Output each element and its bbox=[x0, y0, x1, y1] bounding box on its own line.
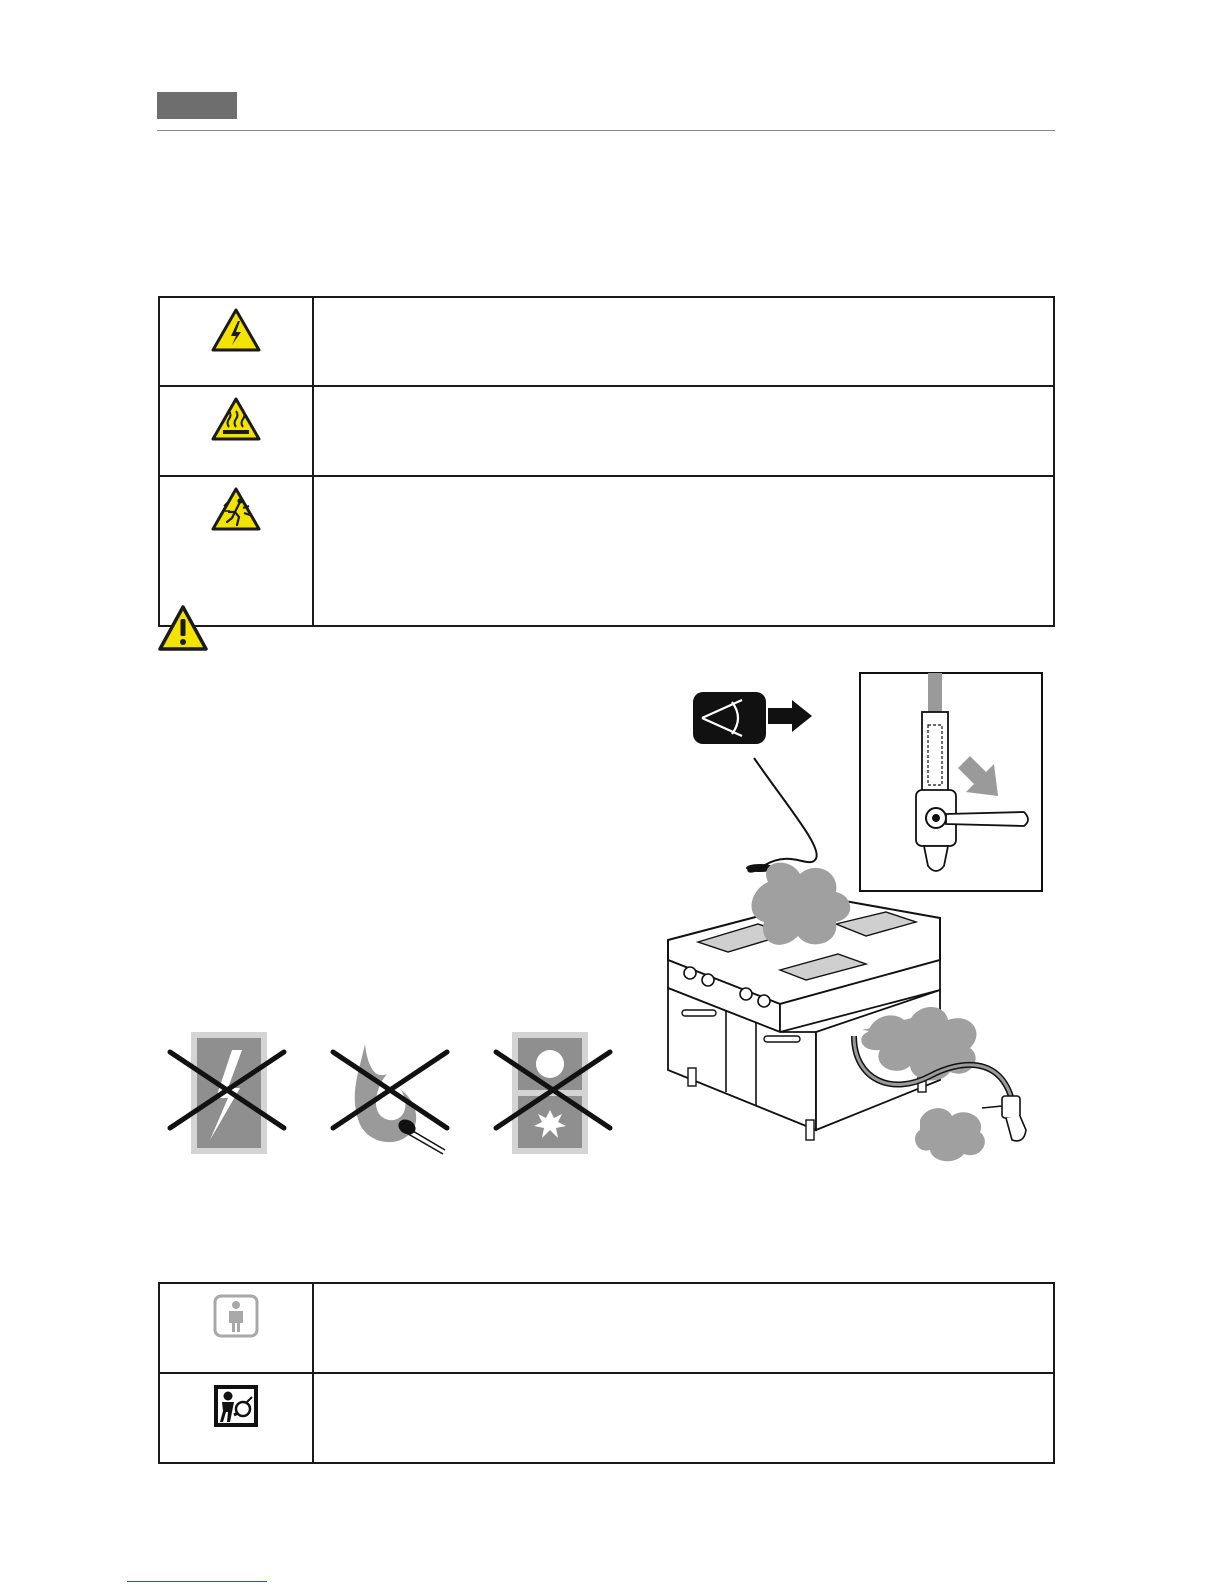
personnel-text bbox=[313, 1283, 1054, 1373]
table-row bbox=[159, 1373, 1054, 1463]
icon-cell bbox=[159, 386, 313, 476]
hazard-text bbox=[313, 476, 1054, 626]
icon-cell bbox=[159, 1373, 313, 1463]
header-tab bbox=[157, 92, 237, 119]
general-warning-icon bbox=[157, 604, 209, 652]
header-rule bbox=[157, 130, 1055, 131]
no-open-flame-icon bbox=[329, 1032, 451, 1156]
icon-cell bbox=[159, 297, 313, 386]
gas-leak-check-illustration bbox=[640, 660, 1050, 1170]
table-row bbox=[159, 297, 1054, 386]
hot-surface-warning-icon bbox=[210, 396, 262, 442]
personnel-symbol-table bbox=[158, 1282, 1055, 1464]
crush-hazard-warning-icon bbox=[210, 486, 262, 532]
electric-shock-warning-icon bbox=[210, 307, 262, 353]
footer-link-rule bbox=[127, 1581, 267, 1582]
table-row bbox=[159, 386, 1054, 476]
hazard-text bbox=[313, 386, 1054, 476]
no-electric-switching-icon bbox=[166, 1032, 288, 1156]
no-doorbell-spark-icon bbox=[492, 1032, 614, 1156]
icon-cell bbox=[159, 1283, 313, 1373]
hazard-text bbox=[313, 297, 1054, 386]
personnel-text bbox=[313, 1373, 1054, 1463]
table-row bbox=[159, 1283, 1054, 1373]
hazard-symbol-table bbox=[158, 296, 1055, 627]
user-operator-icon bbox=[212, 1293, 260, 1339]
table-row bbox=[159, 476, 1054, 626]
qualified-technician-icon bbox=[212, 1383, 260, 1429]
